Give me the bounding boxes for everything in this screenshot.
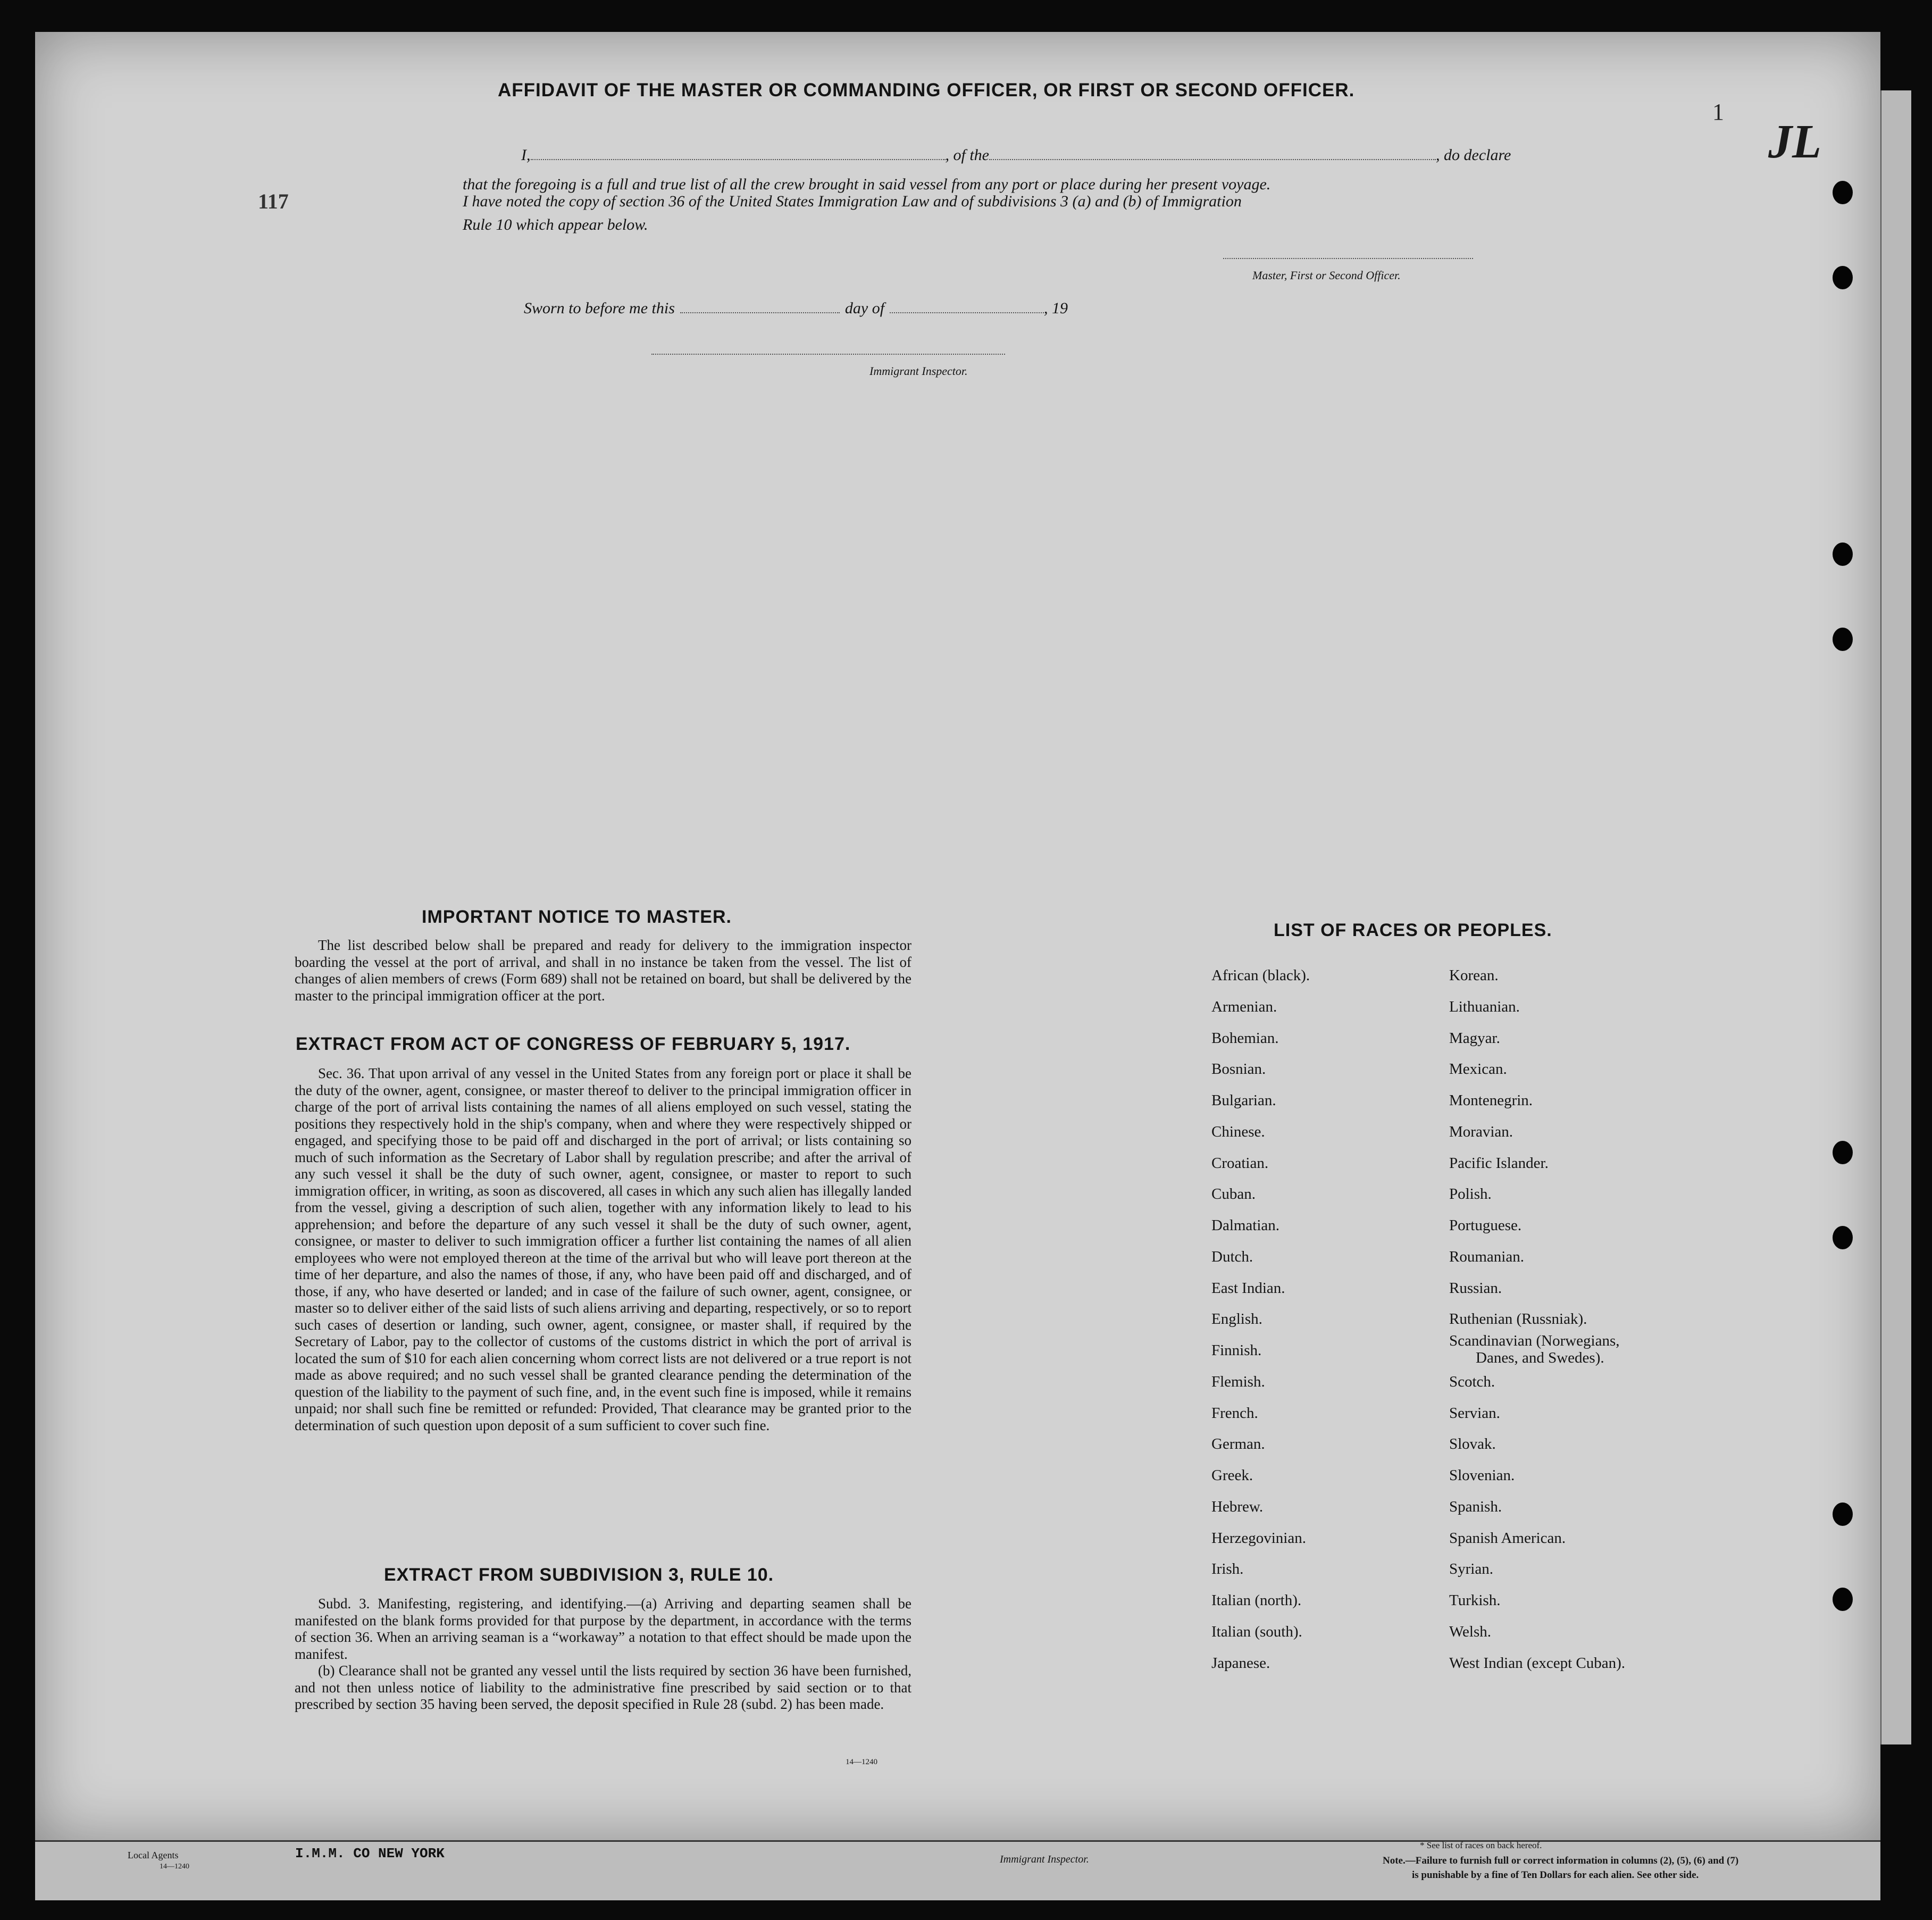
race-left-item: Greek. xyxy=(1211,1467,1253,1484)
binder-hole-icon xyxy=(1833,1141,1853,1164)
notice-section xyxy=(295,937,911,1004)
binder-hole-icon xyxy=(1833,1226,1853,1249)
race-right-item: Polish. xyxy=(1449,1186,1492,1203)
race-left-item: Chinese. xyxy=(1211,1123,1265,1140)
signature-line xyxy=(1223,258,1473,259)
fine-note-line1: Note.—Failure to furnish full or correct information in columns (2), (5), (6) and (7) xyxy=(1383,1855,1739,1866)
footer-inspector-label: Immigrant Inspector. xyxy=(1000,1854,1089,1865)
binder-hole-icon xyxy=(1833,628,1853,651)
rule-para-b: (b) Clearance shall not be granted any vessel until the lists required by section 36 have been furnished, and not then unless notice of liability to the administrative fine prescribed by said section or to that prescribed by section 35 having been served, the deposit specified in Rule 28 (subd. 2) has been made. xyxy=(295,1663,911,1712)
race-right-item: Scotch. xyxy=(1449,1373,1495,1390)
local-agents-code: 14—1240 xyxy=(160,1863,189,1871)
races-title: LIST OF RACES OR PEOPLES. xyxy=(1274,920,1552,940)
race-left-item: English. xyxy=(1211,1310,1262,1328)
affidavit-line1 xyxy=(521,146,1511,164)
race-left-item: Bohemian. xyxy=(1211,1030,1279,1047)
race-left-item: Italian (north). xyxy=(1211,1592,1302,1609)
race-right-item: Servian. xyxy=(1449,1405,1500,1422)
race-left-item: Dalmatian. xyxy=(1211,1217,1280,1234)
affidavit-i-label: I, xyxy=(521,146,531,164)
act-title: EXTRACT FROM ACT OF CONGRESS OF FEBRUARY 5, 1917. xyxy=(296,1034,851,1054)
race-left-item: Italian (south). xyxy=(1211,1623,1302,1640)
race-left-item: East Indian. xyxy=(1211,1280,1285,1297)
right-page-edge xyxy=(1880,90,1911,1744)
race-right-item: Spanish American. xyxy=(1449,1530,1566,1547)
month-blank xyxy=(890,312,1044,313)
day-blank xyxy=(680,312,840,313)
sworn-label: Sworn to before me this xyxy=(524,299,675,317)
race-left-item: Bosnian. xyxy=(1211,1061,1266,1078)
race-right-item: Welsh. xyxy=(1449,1623,1492,1640)
race-right-item: Korean. xyxy=(1449,967,1499,984)
race-right-item: Moravian. xyxy=(1449,1123,1513,1140)
binder-hole-icon xyxy=(1833,266,1853,289)
race-left-item: Flemish. xyxy=(1211,1373,1265,1390)
race-right-item: Roumanian. xyxy=(1449,1248,1524,1265)
inspector-label: Immigrant Inspector. xyxy=(869,364,968,378)
race-left-item: German. xyxy=(1211,1435,1265,1452)
race-left-item: African (black). xyxy=(1211,967,1310,984)
race-right-item: Slovak. xyxy=(1449,1435,1496,1452)
act-section xyxy=(295,1065,911,1434)
race-left-item: Bulgarian. xyxy=(1211,1092,1276,1109)
day-of-label: day of xyxy=(844,299,885,317)
rule-section xyxy=(295,1596,911,1713)
corner-number: 1 xyxy=(1712,99,1724,125)
year-label: , 19 xyxy=(1044,299,1068,317)
handwritten-mark-icon: JL xyxy=(1768,115,1821,168)
race-right-item-continued: Danes, and Swedes). xyxy=(1476,1349,1604,1366)
race-right-item: Portuguese. xyxy=(1449,1217,1522,1234)
affidavit-title: AFFIDAVIT OF THE MASTER OR COMMANDING OFFICER, OR FIRST OR SECOND OFFICER. xyxy=(498,80,1355,101)
rule-title: EXTRACT FROM SUBDIVISION 3, RULE 10. xyxy=(384,1565,774,1585)
affidavit-declare-label: , do declare xyxy=(1436,146,1511,164)
race-left-item: Herzegovinian. xyxy=(1211,1530,1306,1547)
act-body: Sec. 36. That upon arrival of any vessel in the United States from any foreign port or place it shall be the duty of the owner, agent, consignee, or master thereof to deliver to the principal immigration officer in charge of the port of arrival lists containing the names of all aliens employed on such vessel, stating the positions they respectively hold in the ship's company, when and where they were respectively shipped or engaged, and specifying those to be paid off and discharged in the port of arrival; or lists containing so much of such information as the Secretary of Labor shall by regulation prescribe; and after the arrival of any such vessel it shall be the duty of such owner, agent, consignee, or master to report to such immigration officer, in writing, as soon as discovered, all cases in which any such alien has illegally landed from the vessel, giving a description of such alien, together with any information likely to lead to his apprehension; and before the departure of any such vessel it shall be the duty of such owner, agent, consignee, or master to deliver to such immigration officer a further list containing the names of all alien employees who were not employed thereon at the time of the arrival but who will leave port thereon at the time of her departure, and also the names of those, if any, who have been paid off and discharged, and of those, if any, who have deserted or landed; and in case of the failure of such owner, agent, consignee, or master so to deliver either of the said lists of such aliens arriving and departing, respectively, or so to report such cases of desertion or landing, such owner, agent, consignee, or master shall, if required by the Secretary of Labor, pay to the collector of customs of the customs district in which the port of arrival is located the sum of $10 for each alien concerning whom correct lists are not delivered or a true report is not made as above required; and no such vessel shall be granted clearance pending the determination of the question of the liability to the payment of such fine, and, in the event such fine is imposed, while it remains unpaid; nor shall such fine be remitted or refunded: Provided, That clearance may be granted prior to the determination of such question upon deposit of a sum sufficient to cover such fine. xyxy=(295,1065,911,1433)
binder-hole-icon xyxy=(1833,1588,1853,1611)
race-left-item: Cuban. xyxy=(1211,1186,1256,1203)
race-right-item: Slovenian. xyxy=(1449,1467,1515,1484)
affidavit-line4: Rule 10 which appear below. xyxy=(463,216,648,233)
affidavit-line3: I have noted the copy of section 36 of the United States Immigration Law and of subdivisions 3 (a) and (b) of Immigration xyxy=(463,193,1242,210)
vessel-blank xyxy=(989,159,1436,160)
race-left-item: Finnish. xyxy=(1211,1342,1262,1359)
sworn-line xyxy=(524,299,1068,318)
race-left-item: French. xyxy=(1211,1405,1258,1422)
race-left-item: Dutch. xyxy=(1211,1248,1253,1265)
race-right-item: Lithuanian. xyxy=(1449,998,1520,1015)
local-agents-label: Local Agents xyxy=(128,1850,179,1860)
race-right-item: Pacific Islander. xyxy=(1449,1155,1549,1172)
inspector-signature-line xyxy=(651,354,1005,355)
race-right-item: Syrian. xyxy=(1449,1560,1493,1577)
race-right-item: Montenegrin. xyxy=(1449,1092,1533,1109)
notice-title: IMPORTANT NOTICE TO MASTER. xyxy=(422,907,732,927)
race-right-item: Mexican. xyxy=(1449,1061,1507,1078)
binder-hole-icon xyxy=(1833,181,1853,204)
race-left-item: Croatian. xyxy=(1211,1155,1269,1172)
race-right-item: Magyar. xyxy=(1449,1030,1500,1047)
binder-hole-icon xyxy=(1833,542,1853,566)
race-left-item: Japanese. xyxy=(1211,1655,1270,1672)
affidavit-of-label: , of the xyxy=(945,146,989,164)
name-blank xyxy=(531,159,946,160)
notice-body: The list described below shall be prepared and ready for delivery to the immigration inspector boarding the vessel at the port of arrival, and shall in no instance be taken from the vessel. The list of changes of alien members of crews (Form 689) shall not be retained on board, but shall be delivered by the master to the principal immigration officer at the port. xyxy=(295,937,911,1004)
rule-para-a: Subd. 3. Manifesting, registering, and identifying.—(a) Arriving and departing seamen shall be manifested on the blank forms provided for that purpose by the department, in accordance with the terms of section 36. When an arriving seaman is a “workaway” a notation to that effect should be made upon the manifest. xyxy=(295,1596,911,1662)
signer-label: Master, First or Second Officer. xyxy=(1252,269,1401,282)
race-left-item: Hebrew. xyxy=(1211,1498,1264,1515)
race-right-item: Scandinavian (Norwegians, xyxy=(1449,1332,1620,1349)
race-right-item: West Indian (except Cuban). xyxy=(1449,1655,1626,1672)
page-number: 117 xyxy=(258,189,289,213)
see-list-note: * See list of races on back hereof. xyxy=(1420,1840,1542,1850)
affidavit-line2: that the foregoing is a full and true list of all the crew brought in said vessel from any port or place during her present voyage. xyxy=(463,176,1271,193)
agent-stamp: I.M.M. CO NEW YORK xyxy=(295,1846,445,1861)
race-right-item: Ruthenian (Russniak). xyxy=(1449,1310,1587,1328)
race-right-item: Turkish. xyxy=(1449,1592,1501,1609)
rule-form-code: 14—1240 xyxy=(846,1758,877,1766)
fine-note-line2: is punishable by a fine of Ten Dollars for each alien. See other side. xyxy=(1412,1869,1699,1881)
race-right-item: Spanish. xyxy=(1449,1498,1502,1515)
binder-hole-icon xyxy=(1833,1502,1853,1526)
race-right-item: Russian. xyxy=(1449,1280,1502,1297)
race-left-item: Irish. xyxy=(1211,1560,1244,1577)
race-left-item: Armenian. xyxy=(1211,998,1277,1015)
